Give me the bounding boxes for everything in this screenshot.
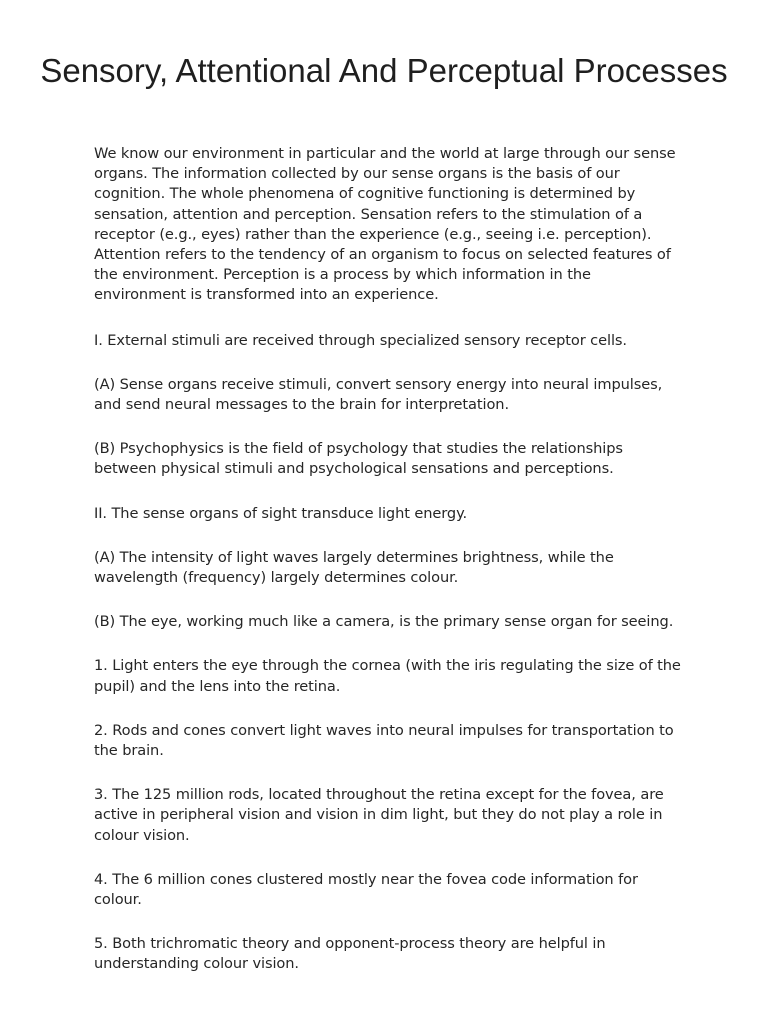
- paragraph-item-3: 3. The 125 million rods, located throughout the retina except for the fovea, are active in peripheral vision and vision in dim light, but they do not play a role in colour vision.: [94, 786, 664, 844]
- document-title: Sensory, Attentional And Perceptual Processes: [40, 52, 728, 89]
- document-body: [94, 144, 684, 999]
- paragraph-section-ii-b: (B) The eye, working much like a camera, is the primary sense organ for seeing.: [94, 613, 674, 631]
- paragraph-item-2: 2. Rods and cones convert light waves into neural impulses for transportation to the brain.: [94, 721, 674, 760]
- paragraph-section-i-b: (B) Psychophysics is the field of psychology that studies the relationships between physical stimuli and psychological sensations and perceptions.: [94, 440, 623, 478]
- paragraph-item-4: 4. The 6 million cones clustered mostly near the fovea code information for colour.: [94, 870, 638, 909]
- intro-paragraph: We know our environment in particular and the world at large through our sense organs. The information collected by our sense organs is the basis of our cognition. The whole phenomena of cognitive functioning is determined by sensation, attention and perception. Sensation refers to the stimulation of a receptor (e.g., eyes) rather than the experience (e.g., seeing i.e. perception). Attention refers to the tendency of an organism to focus on selected features of the environment. Perception is a process by which information in the environment is transformed into an experience.: [94, 145, 676, 304]
- paragraph-section-ii-a: (A) The intensity of light waves largely determines brightness, while the wavelength (frequency) largely determines colour.: [94, 548, 614, 587]
- paragraph-item-5: 5. Both trichromatic theory and opponent-process theory are helpful in understanding colour vision.: [94, 935, 606, 973]
- paragraph-section-i-a: (A) Sense organs receive stimuli, convert sensory energy into neural impulses, and send neural messages to the brain for interpretation.: [94, 375, 663, 414]
- paragraph-section-i: I. External stimuli are received through specialized sensory receptor cells.: [94, 331, 627, 349]
- paragraph-item-1: 1. Light enters the eye through the cornea (with the iris regulating the size of the pupil) and the lens into the retina.: [94, 657, 681, 695]
- paragraph-section-ii: II. The sense organs of sight transduce light energy.: [94, 504, 468, 522]
